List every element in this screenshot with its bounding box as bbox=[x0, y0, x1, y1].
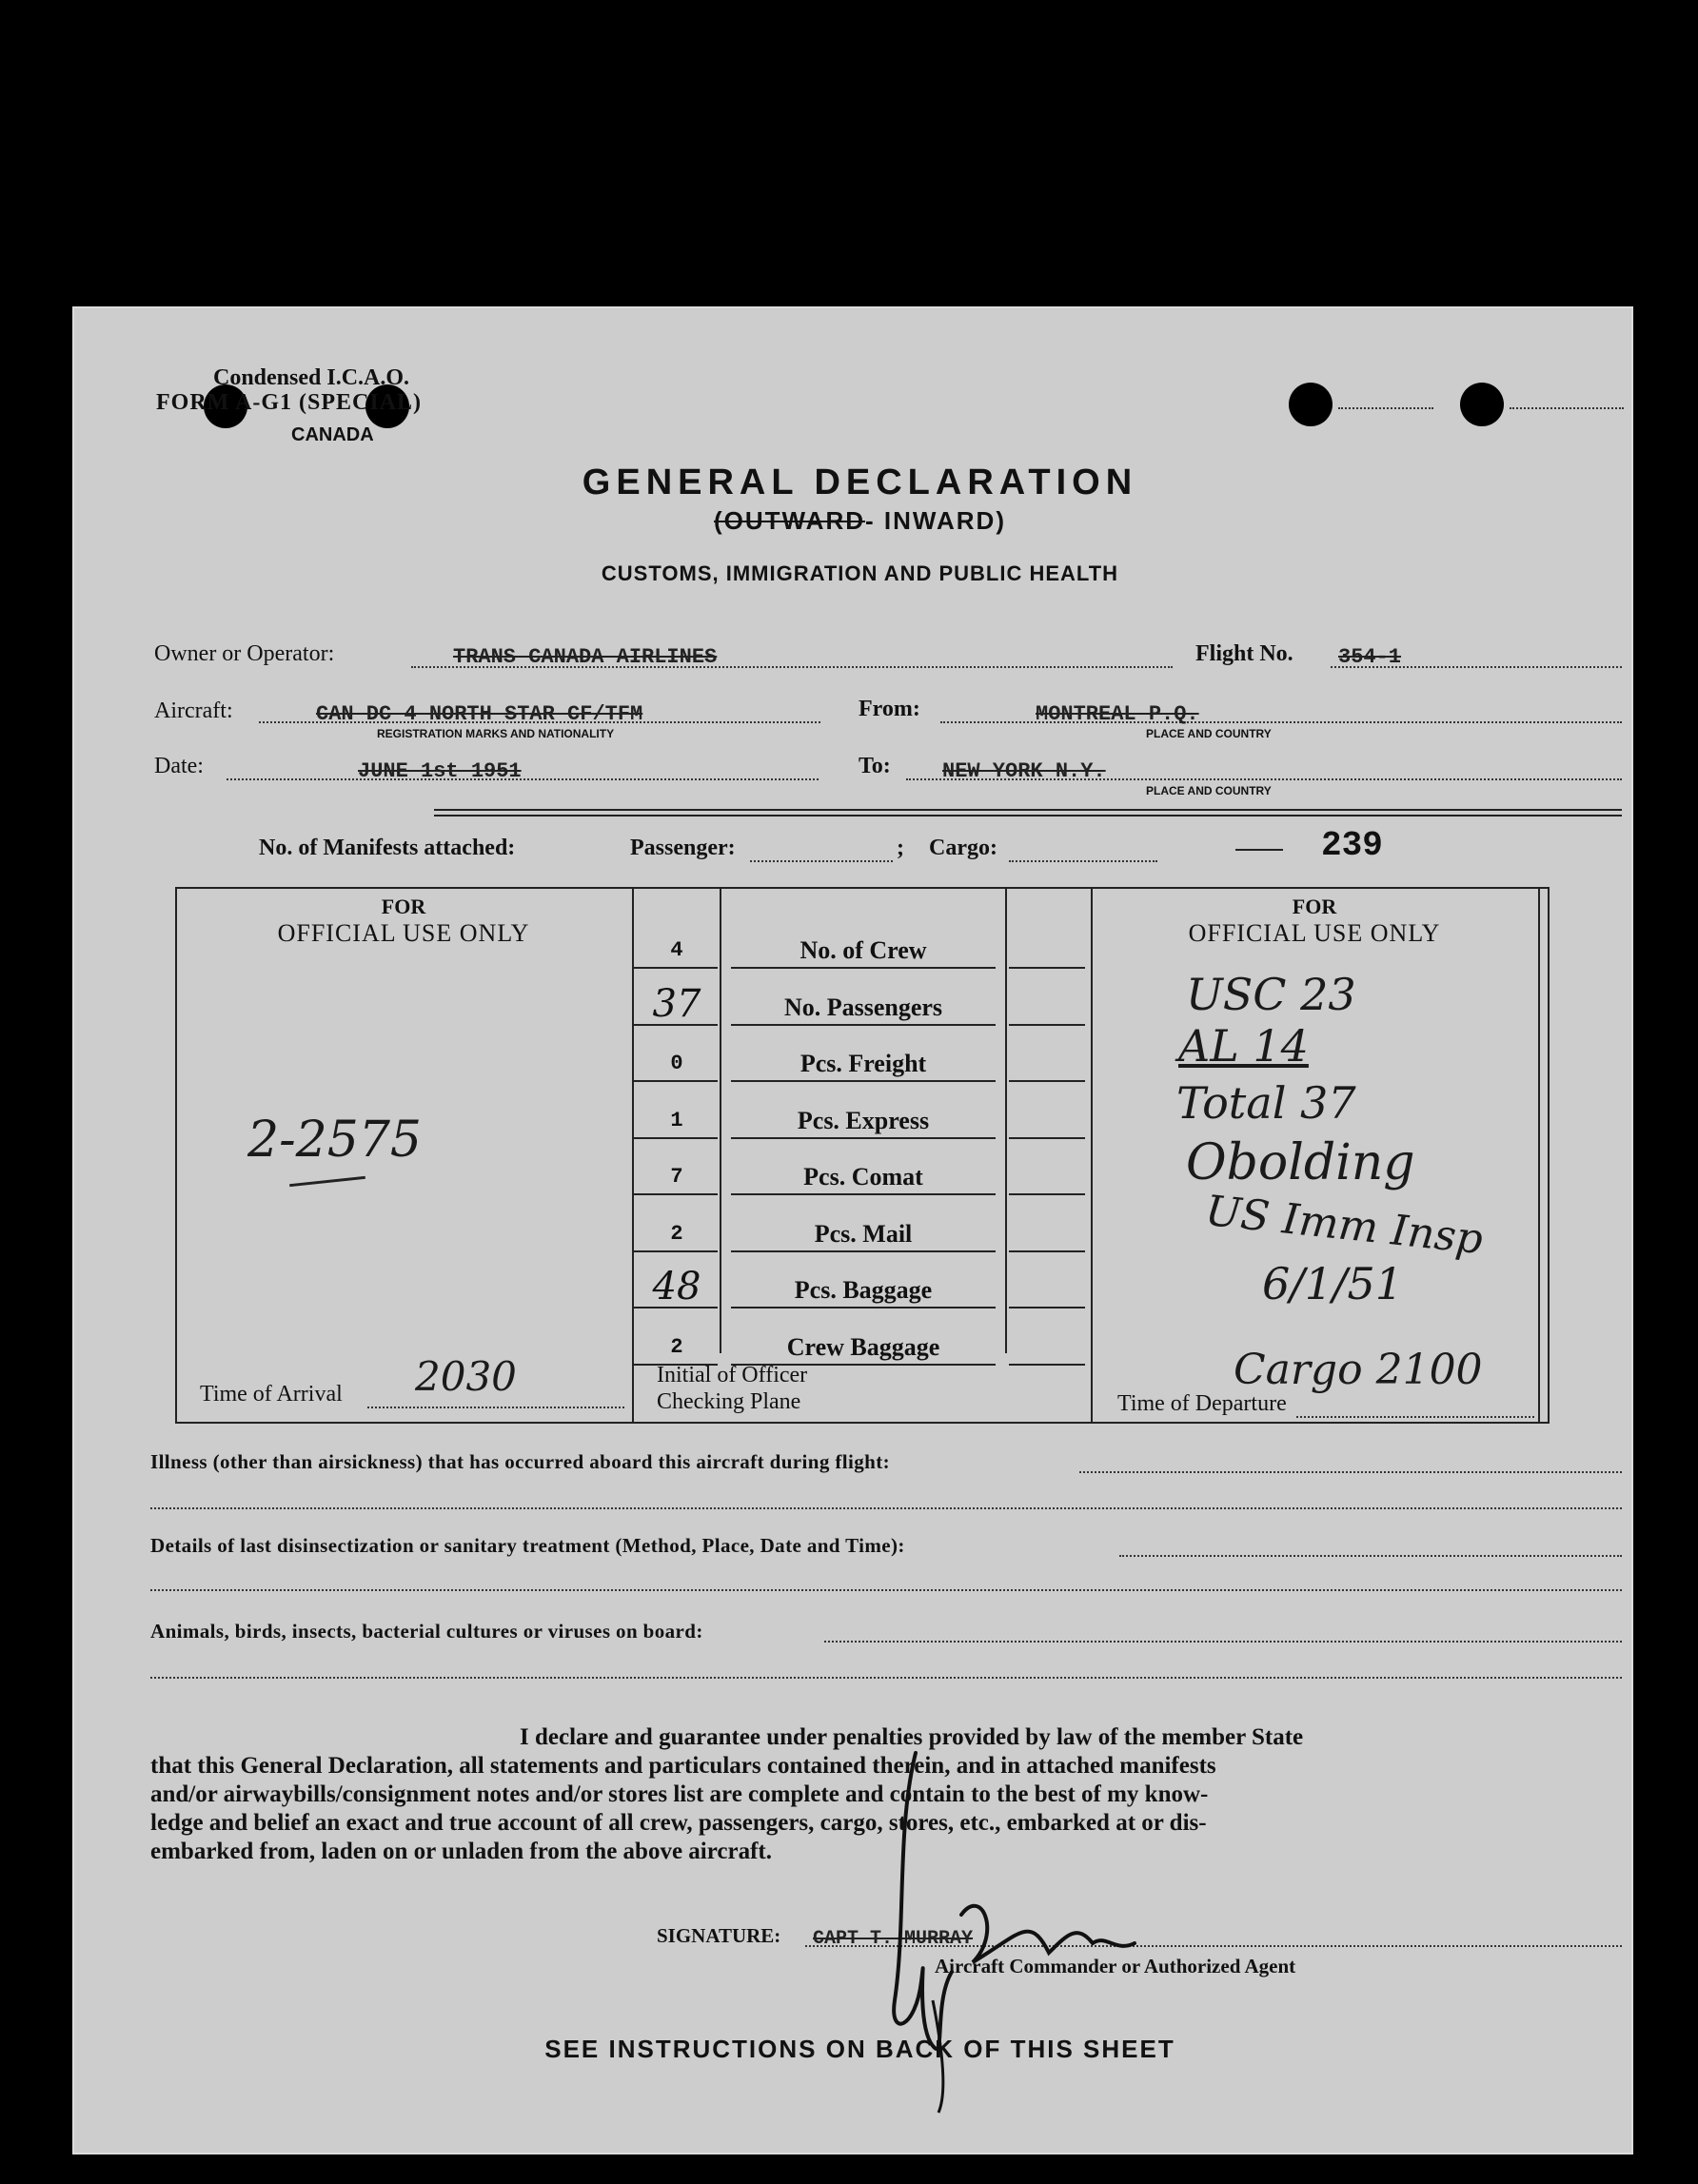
row-underline bbox=[1009, 1193, 1085, 1195]
cargo-number: 239 bbox=[1321, 826, 1383, 865]
from-label: From: bbox=[859, 697, 920, 721]
form-id-line-2: FORM A-G1 (SPECIAL) bbox=[156, 390, 422, 415]
signature-typed: CAPT T. MURRAY bbox=[813, 1928, 974, 1950]
row-value: 4 bbox=[670, 938, 683, 962]
row-label: No. Passengers bbox=[783, 993, 943, 1021]
form-id-line-1: Condensed I.C.A.O. bbox=[213, 365, 410, 390]
row-label: Pcs. Freight bbox=[800, 1050, 927, 1077]
owner-value: TRANS CANADA AIRLINES bbox=[453, 645, 718, 669]
aircraft-label: Aircraft: bbox=[154, 698, 233, 723]
row-underline bbox=[1009, 1307, 1085, 1308]
table-divider-right bbox=[1091, 887, 1093, 1422]
row-underline bbox=[634, 1137, 718, 1139]
right-note-al: AL 14 bbox=[1178, 1020, 1309, 1072]
statement-line-4: ledge and belief an exact and true account of all crew, passengers, cargo, stores, etc., embarked at or dis- bbox=[150, 1810, 1207, 1836]
row-underline bbox=[1009, 1080, 1085, 1082]
owner-label: Owner or Operator: bbox=[154, 641, 335, 666]
manifests-label: No. of Manifests attached: bbox=[259, 836, 516, 860]
passenger-semicolon: ; bbox=[897, 836, 904, 860]
signature-caption: Aircraft Commander or Authorized Agent bbox=[935, 1955, 1296, 1977]
header-separator bbox=[434, 809, 1622, 811]
right-note-officer-name: Obolding bbox=[1186, 1134, 1415, 1191]
row-value: 2 bbox=[670, 1221, 683, 1246]
statement-line-1: I declare and guarantee under penalties provided by law of the member State bbox=[520, 1724, 1304, 1750]
to-value: NEW YORK N.Y. bbox=[942, 759, 1106, 783]
from-caption: PLACE AND COUNTRY bbox=[1146, 727, 1272, 740]
table-divider-far-right bbox=[1538, 887, 1540, 1422]
disinsect-label: Details of last disinsectization or sanitary treatment (Method, Place, Date and Time): bbox=[150, 1534, 905, 1557]
disinsect-line bbox=[1119, 1555, 1622, 1557]
passenger-label: Passenger: bbox=[630, 836, 736, 860]
top-right-dotted-line-2 bbox=[1510, 407, 1624, 409]
time-departure-line bbox=[1296, 1416, 1534, 1418]
row-value: 37 bbox=[652, 981, 701, 1026]
right-note-cargo-time: Cargo 2100 bbox=[1234, 1346, 1483, 1394]
row-underline bbox=[634, 967, 718, 969]
time-arrival-value: 2030 bbox=[415, 1353, 517, 1400]
table-divider-mid-left bbox=[720, 889, 721, 1353]
from-value: MONTREAL P.Q. bbox=[1036, 702, 1199, 726]
aircraft-caption: REGISTRATION MARKS AND NATIONALITY bbox=[377, 727, 615, 740]
row-underline bbox=[634, 1193, 718, 1195]
statement-line-2: that this General Declaration, all statements and particulars contained therein, and in attached manifests bbox=[150, 1753, 1216, 1779]
animals-line-2 bbox=[150, 1677, 1622, 1679]
row-label: Pcs. Mail bbox=[814, 1219, 913, 1248]
right-note-us-imm: US Imm Insp bbox=[1203, 1186, 1486, 1265]
header-separator-2 bbox=[434, 815, 1622, 817]
form-country: CANADA bbox=[291, 424, 374, 445]
cargo-dash bbox=[1235, 849, 1283, 851]
statement-line-3: and/or airwaybills/consignment notes and/or stores list are complete and contain to the best of my know- bbox=[150, 1781, 1209, 1807]
row-underline bbox=[731, 1307, 996, 1308]
cargo-label: Cargo: bbox=[929, 836, 997, 860]
left-official-header-2: OFFICIAL USE ONLY bbox=[277, 919, 530, 947]
row-label: Pcs. Express bbox=[797, 1106, 930, 1134]
row-label: Crew Baggage bbox=[786, 1332, 940, 1361]
row-underline bbox=[1009, 1250, 1085, 1252]
row-underline bbox=[731, 1193, 996, 1195]
declaration-sheet bbox=[72, 306, 1633, 2154]
signature-label: SIGNATURE: bbox=[657, 1924, 781, 1947]
right-note-date: 6/1/51 bbox=[1262, 1258, 1404, 1309]
row-value: 0 bbox=[670, 1052, 683, 1075]
row-value: 1 bbox=[670, 1108, 683, 1132]
right-note-usc: USC 23 bbox=[1186, 969, 1356, 1020]
row-label: Pcs. Baggage bbox=[794, 1276, 933, 1304]
date-line bbox=[227, 778, 819, 780]
footer-instructions: SEE INSTRUCTIONS ON BACK OF THIS SHEET bbox=[544, 2035, 1175, 2063]
row-underline bbox=[1009, 967, 1085, 969]
time-departure-label: Time of Departure bbox=[1117, 1391, 1287, 1416]
passenger-line bbox=[750, 860, 893, 862]
row-underline bbox=[1009, 1364, 1085, 1366]
top-right-dotted-line bbox=[1338, 407, 1433, 409]
illness-line-2 bbox=[150, 1507, 1622, 1509]
row-underline bbox=[634, 1024, 718, 1026]
table-divider-mid-right bbox=[1005, 889, 1007, 1353]
flight-value: 354-1 bbox=[1338, 645, 1402, 669]
illness-label: Illness (other than airsickness) that has occurred aboard this aircraft during flight: bbox=[150, 1450, 890, 1473]
right-note-total: Total 37 bbox=[1176, 1077, 1356, 1129]
direction-inward: - INWARD) bbox=[865, 506, 1006, 535]
row-underline bbox=[731, 1250, 996, 1252]
punch-hole-4 bbox=[1460, 383, 1504, 426]
page-subtitle: CUSTOMS, IMMIGRATION AND PUBLIC HEALTH bbox=[601, 561, 1119, 585]
left-official-header-1: FOR bbox=[381, 895, 426, 918]
row-value: 7 bbox=[670, 1165, 683, 1189]
row-underline bbox=[731, 1080, 996, 1082]
row-underline bbox=[731, 1024, 996, 1026]
time-arrival-label: Time of Arrival bbox=[200, 1382, 343, 1407]
date-label: Date: bbox=[154, 754, 204, 778]
row-value: 2 bbox=[670, 1334, 683, 1359]
row-underline bbox=[731, 967, 996, 969]
date-value: JUNE 1st 1951 bbox=[358, 759, 522, 783]
to-caption: PLACE AND COUNTRY bbox=[1146, 784, 1272, 797]
initial-officer-label-2: Checking Plane bbox=[657, 1389, 801, 1414]
right-official-header-2: OFFICIAL USE ONLY bbox=[1188, 919, 1441, 947]
punch-hole-3 bbox=[1289, 383, 1333, 426]
row-label: Pcs. Comat bbox=[803, 1163, 923, 1190]
time-arrival-line bbox=[367, 1407, 624, 1408]
animals-line bbox=[824, 1641, 1622, 1643]
page-title: GENERAL DECLARATION bbox=[582, 462, 1138, 502]
disinsect-line-2 bbox=[150, 1589, 1622, 1591]
aircraft-value: CAN DC 4 NORTH STAR CF/TFM bbox=[316, 702, 643, 726]
statement-line-5: embarked from, laden on or unladen from the above aircraft. bbox=[150, 1839, 772, 1864]
to-label: To: bbox=[859, 754, 891, 778]
row-underline bbox=[1009, 1024, 1085, 1026]
row-label: No. of Crew bbox=[800, 936, 927, 964]
initial-officer-label-1: Initial of Officer bbox=[657, 1363, 808, 1387]
row-value: 48 bbox=[652, 1265, 701, 1308]
left-official-note: 2-2575 bbox=[247, 1112, 422, 1169]
row-underline bbox=[634, 1307, 718, 1308]
right-official-header-1: FOR bbox=[1292, 895, 1337, 918]
animals-label: Animals, birds, insects, bacterial cultures or viruses on board: bbox=[150, 1620, 703, 1643]
row-underline bbox=[731, 1137, 996, 1139]
cargo-line bbox=[1009, 860, 1157, 862]
row-underline bbox=[634, 1080, 718, 1082]
row-underline bbox=[634, 1250, 718, 1252]
direction-outward-struck: (OUTWARD bbox=[714, 506, 865, 535]
direction-line bbox=[72, 506, 1648, 536]
row-underline bbox=[1009, 1137, 1085, 1139]
illness-line bbox=[1079, 1471, 1622, 1473]
flight-label: Flight No. bbox=[1195, 641, 1293, 666]
